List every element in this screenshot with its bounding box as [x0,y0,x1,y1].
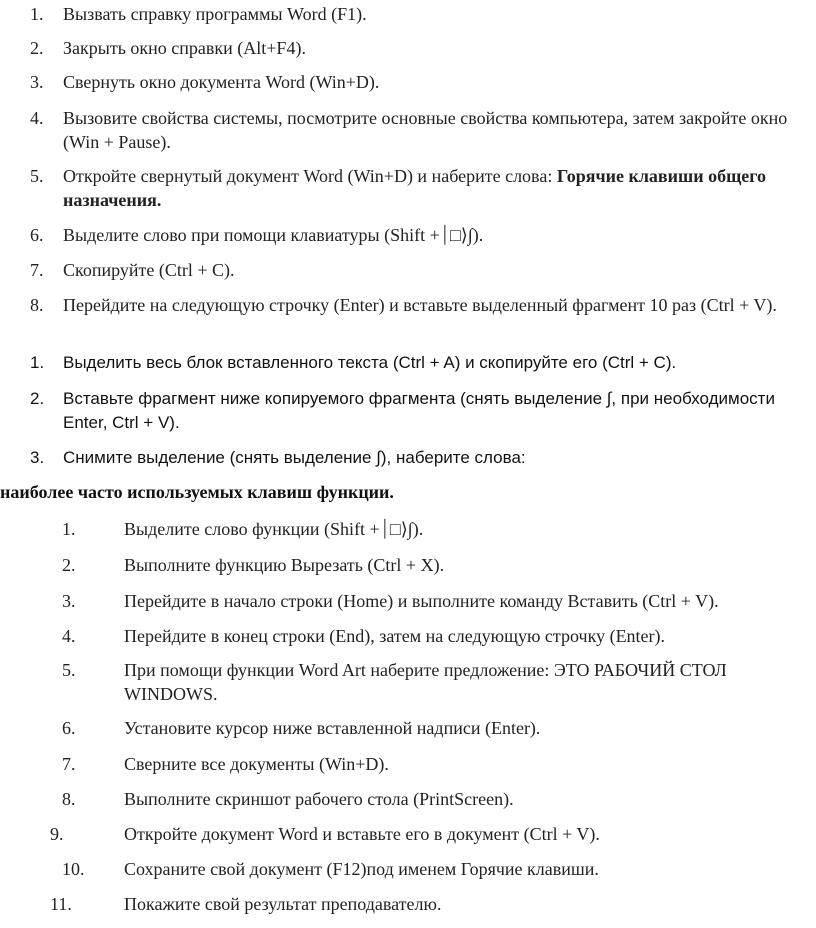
list-text: При помощи функции Word Art наберите предложение: ЭТО РАБОЧИЙ СТОЛ WINDOWS. [124,660,727,704]
list-number: 6. [62,718,76,738]
list-number: 2. [62,555,76,575]
list-number: 4. [30,108,44,128]
list-number: 5. [62,660,76,680]
list-text: Выполните функцию Вырезать (Ctrl + X). [124,555,445,575]
list-number: 10. [62,859,85,879]
list-text: Сверните все документы (Win+D). [124,754,389,774]
list-text: Выделите слово при помощи клавиатуры (Shift +⏐□⟩∫). [63,225,484,245]
list-number: 6. [30,225,44,245]
list-text-regular: Откройте свернутый документ Word (Win+D) и наберите слова: [63,166,557,186]
list-number: 3. [30,448,45,467]
list-text: Перейдите на следующую строчку (Enter) и вставьте выделенный фрагмент 10 раз (Ctrl + V). [63,295,777,315]
list-text: Выделите слово функции (Shift +⏐□⟩∫). [124,519,424,539]
list-number: 1. [30,353,45,372]
list-number: 1. [62,519,76,539]
list-number: 2. [30,38,44,58]
list-text: Выполните скриншот рабочего стола (PrintScreen). [124,789,514,809]
list-text [63,164,800,212]
list-number: 1. [30,4,44,24]
list-text: Закрыть окно справки (Alt+F4). [63,38,306,58]
list-text: Вставьте фрагмент ниже копируемого фрагмента (снять выделение ∫, при необходимости Enter, Ctrl + V). [63,389,775,432]
section-heading: наиболее часто используемых клавиш функции. [0,482,394,502]
list-text: Сохраните свой документ (F12)под именем Горячие клавиши. [124,859,599,879]
list-number: 3. [30,72,44,92]
list-text: Выделить весь блок вставленного текста (Ctrl + A) и скопируйте его (Ctrl + C). [63,353,677,372]
list-text: Скопируйте (Ctrl + C). [63,260,235,280]
list-text: Свернуть окно документа Word (Win+D). [63,72,380,92]
list-number: 4. [62,626,76,646]
list-text: Установите курсор ниже вставленной надписи (Enter). [124,718,541,738]
list-text-bold: Горячие клавиши общего назначения. [63,166,766,210]
list-number: 8. [30,295,44,315]
list-number: 8. [62,789,76,809]
list-text: Покажите свой результат преподавателю. [124,894,442,914]
list-number: 9. [50,824,64,844]
list-number: 7. [30,260,44,280]
list-text: Вызовите свойства системы, посмотрите основные свойства компьютера, затем закройте окно (Win + Pause). [63,108,788,152]
list-number: 7. [62,754,76,774]
list-number: 5. [30,166,44,186]
list-text: Вызвать справку программы Word (F1). [63,4,367,24]
list-number: 11. [50,894,72,914]
list-text: Перейдите в начало строки (Home) и выполните команду Вставить (Ctrl + V). [124,591,719,611]
list-text: Перейдите в конец строки (End), затем на следующую строчку (Enter). [124,626,666,646]
list-number: 2. [30,389,45,408]
list-text: Снимите выделение (снять выделение ∫), наберите слова: [63,448,526,467]
list-text: Откройте документ Word и вставьте его в документ (Ctrl + V). [124,824,600,844]
list-number: 3. [62,591,76,611]
